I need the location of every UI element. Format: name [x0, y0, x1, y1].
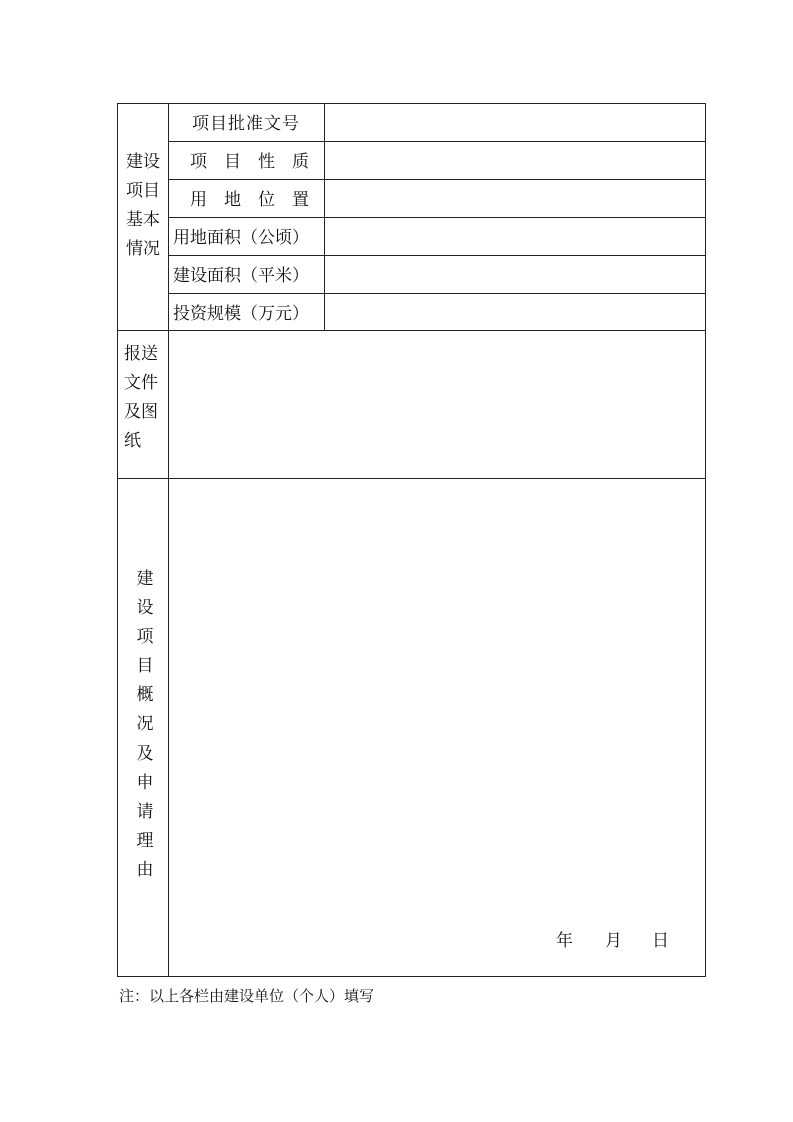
- project-overview-heading: [120, 565, 170, 885]
- application-form: [117, 103, 706, 977]
- row-line: [168, 141, 706, 142]
- overview-reason-field[interactable]: [170, 480, 704, 920]
- row-line: [168, 179, 706, 180]
- heading-line: 项目: [126, 181, 160, 201]
- heading-char: 请: [136, 801, 154, 822]
- row-line: [168, 293, 706, 294]
- heading-char: 项: [136, 627, 154, 648]
- building-area-field[interactable]: [326, 257, 704, 292]
- submitted-docs-field[interactable]: [170, 332, 704, 476]
- building-area-label: 建设面积（平米）: [173, 266, 309, 286]
- date-year: 年: [556, 931, 573, 951]
- heading-char: 建: [136, 569, 154, 589]
- project-nature-label: 项 目 性 质: [190, 152, 309, 172]
- footnote: 注：以上各栏由建设单位（个人）填写: [119, 987, 375, 1005]
- heading-line: 文件: [124, 373, 158, 393]
- row-line: [168, 255, 706, 256]
- approval-number-label: 项目批准文号: [192, 114, 300, 134]
- date-day: 日: [652, 931, 669, 951]
- heading-char: 设: [136, 598, 154, 619]
- heading-line: 纸: [124, 431, 141, 451]
- investment-scale-label: 投资规模（万元）: [173, 304, 309, 324]
- heading-line: 及图: [124, 402, 158, 422]
- land-area-label: 用地面积（公顷）: [173, 228, 309, 248]
- heading-char: 目: [136, 656, 154, 677]
- section-line: [118, 478, 706, 479]
- heading-char: 况: [136, 714, 154, 735]
- heading-char: 理: [136, 830, 154, 851]
- land-location-field[interactable]: [326, 181, 704, 216]
- land-location-label: 用 地 位 置: [190, 190, 309, 210]
- approval-number-field[interactable]: [326, 105, 704, 140]
- heading-char: 申: [136, 772, 154, 793]
- heading-char: 概: [136, 685, 154, 706]
- heading-line: 建设: [126, 152, 160, 172]
- project-nature-field[interactable]: [326, 143, 704, 178]
- row-line: [168, 217, 706, 218]
- investment-scale-field[interactable]: [326, 295, 704, 329]
- heading-char: 及: [136, 743, 154, 764]
- land-area-field[interactable]: [326, 219, 704, 254]
- submitted-docs-heading: [120, 340, 164, 456]
- section-line: [118, 330, 706, 331]
- heading-line: 报送: [124, 344, 158, 364]
- heading-char: 由: [136, 859, 154, 880]
- basic-info-heading: [120, 148, 166, 264]
- heading-line: 情况: [126, 239, 160, 259]
- heading-line: 基本: [126, 210, 160, 230]
- date-month: 月: [605, 931, 622, 951]
